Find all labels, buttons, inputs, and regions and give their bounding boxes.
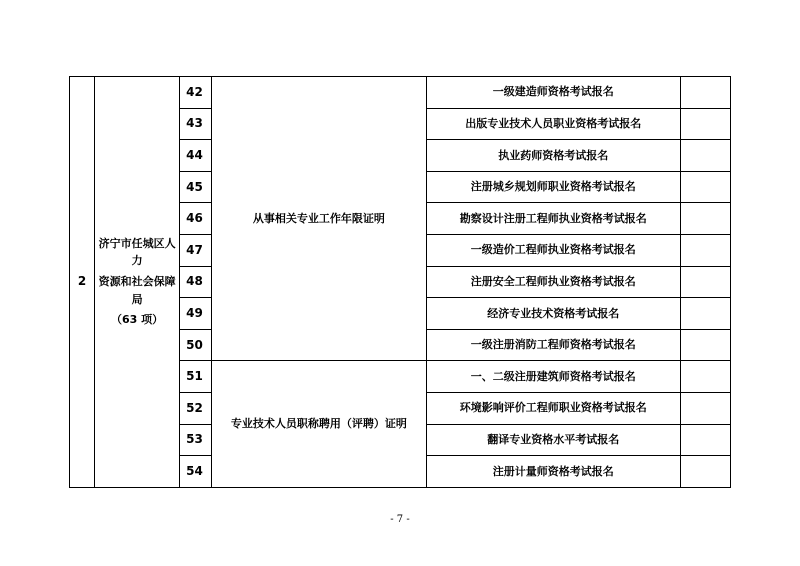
table-row bbox=[70, 77, 731, 109]
row-number: 48 bbox=[180, 266, 212, 298]
row-number: 52 bbox=[180, 392, 212, 424]
exam-item: 注册计量师资格考试报名 bbox=[426, 456, 680, 488]
row-number: 43 bbox=[180, 108, 212, 140]
exam-item: 翻译专业资格水平考试报名 bbox=[426, 424, 680, 456]
remark-cell bbox=[680, 108, 730, 140]
row-number: 42 bbox=[180, 77, 212, 109]
remark-cell bbox=[680, 329, 730, 361]
row-number: 53 bbox=[180, 424, 212, 456]
row-number: 46 bbox=[180, 203, 212, 235]
exam-item: 一级建造师资格考试报名 bbox=[426, 77, 680, 109]
row-number: 47 bbox=[180, 234, 212, 266]
remark-cell bbox=[680, 234, 730, 266]
remark-cell bbox=[680, 456, 730, 488]
remark-cell bbox=[680, 203, 730, 235]
exam-item: 一级注册消防工程师资格考试报名 bbox=[426, 329, 680, 361]
exam-item: 勘察设计注册工程师执业资格考试报名 bbox=[426, 203, 680, 235]
material-cell-title-appointment: 专业技术人员职称聘用（评聘）证明 bbox=[212, 361, 426, 487]
group-index-cell: 2 bbox=[70, 77, 95, 488]
row-number: 54 bbox=[180, 456, 212, 488]
remark-cell bbox=[680, 77, 730, 109]
exam-item: 经济专业技术资格考试报名 bbox=[426, 298, 680, 330]
remark-cell bbox=[680, 298, 730, 330]
remark-cell bbox=[680, 140, 730, 172]
exam-item: 注册城乡规划师职业资格考试报名 bbox=[426, 171, 680, 203]
material-cell-work-years: 从事相关专业工作年限证明 bbox=[212, 77, 426, 361]
exam-item: 一级造价工程师执业资格考试报名 bbox=[426, 234, 680, 266]
exam-item: 出版专业技术人员职业资格考试报名 bbox=[426, 108, 680, 140]
remark-cell bbox=[680, 392, 730, 424]
remark-cell bbox=[680, 171, 730, 203]
page-number: - 7 - bbox=[390, 514, 410, 525]
remark-cell bbox=[680, 361, 730, 393]
row-number: 50 bbox=[180, 329, 212, 361]
row-number: 49 bbox=[180, 298, 212, 330]
row-number: 51 bbox=[180, 361, 212, 393]
department-name-line1: 济宁市任城区人力 bbox=[98, 236, 176, 268]
remark-cell bbox=[680, 424, 730, 456]
row-number: 45 bbox=[180, 171, 212, 203]
exam-item: 一、二级注册建筑师资格考试报名 bbox=[426, 361, 680, 393]
department-cell bbox=[95, 77, 180, 488]
exam-item: 环境影响评价工程师职业资格考试报名 bbox=[426, 392, 680, 424]
row-number: 44 bbox=[180, 140, 212, 172]
remark-cell bbox=[680, 266, 730, 298]
exam-item: 执业药师资格考试报名 bbox=[426, 140, 680, 172]
certificate-table bbox=[69, 76, 731, 488]
exam-item: 注册安全工程师执业资格考试报名 bbox=[426, 266, 680, 298]
department-name-line2: 资源和社会保障局 bbox=[98, 275, 176, 306]
department-item-count: （63 项） bbox=[111, 313, 164, 327]
